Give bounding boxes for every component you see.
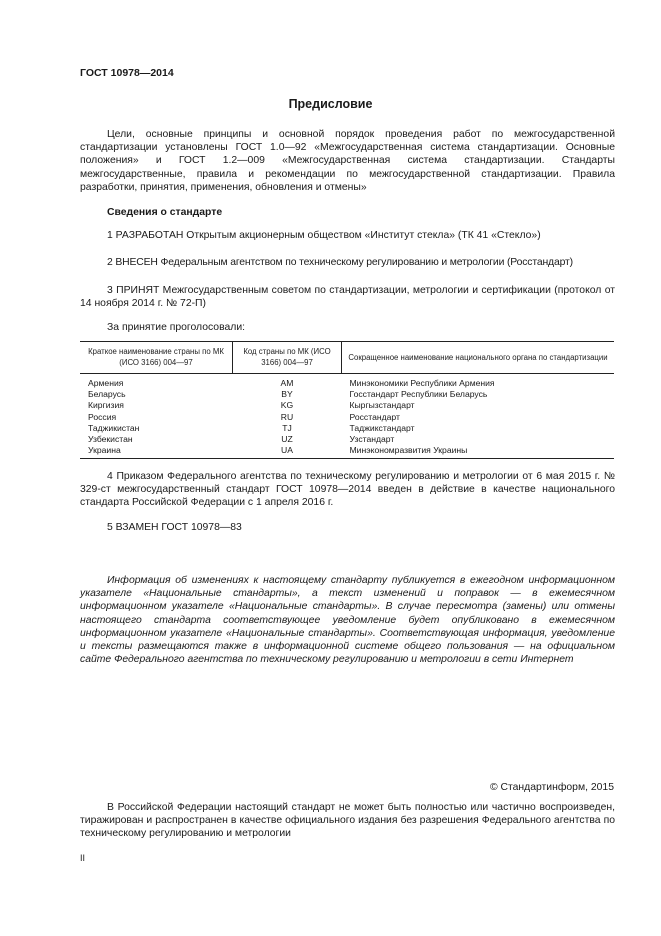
header-code: Код страны по МК (ИСО 3166) 004—97 bbox=[233, 342, 342, 374]
document-code: ГОСТ 10978—2014 bbox=[80, 67, 174, 79]
standards-body: Госстандарт Республики Беларусь bbox=[349, 389, 488, 400]
standards-body: Таджикстандарт bbox=[349, 422, 415, 433]
country-code: UZ bbox=[281, 434, 293, 445]
country-name: Узбекистан bbox=[88, 434, 133, 445]
table-row bbox=[80, 374, 614, 390]
country-code: TJ bbox=[282, 422, 292, 433]
page-title: Предисловие bbox=[288, 97, 373, 111]
reproduction-restriction: В Российской Федерации настоящий стандарт не может быть полностью или частично воспроизведен, тиражирован и распространен в качестве официального издания без разрешения Федерального агентства по техническому регулированию и метрологии bbox=[80, 802, 615, 840]
copyright: © Стандартинформ, 2015 bbox=[489, 782, 614, 793]
country-name: Украина bbox=[80, 445, 233, 459]
standards-body: Росстандарт bbox=[349, 411, 400, 422]
page-number: II bbox=[80, 853, 86, 863]
country-code: BY bbox=[281, 389, 293, 400]
table-row bbox=[80, 412, 614, 423]
item-order: 4 Приказом Федерального агентства по техническому регулированию и метрологии от 6 мая 2015 г. № 329-ст межгосударственный стандарт ГОСТ 10978—2014 введен в действие в качестве национального стандарта Российской Федерации с 1 апреля 2016 г. bbox=[80, 471, 615, 509]
header-country: Краткое наименование страны по МК (ИСО 3166) 004—97 bbox=[80, 342, 233, 374]
table-row bbox=[80, 445, 614, 459]
table-row bbox=[80, 389, 614, 400]
standards-body: Минэкономразвития Украины bbox=[342, 445, 615, 459]
country-name: Армения bbox=[88, 378, 124, 388]
country-code: AM bbox=[280, 378, 294, 388]
table-row bbox=[80, 434, 614, 445]
item-replaces: 5 ВЗАМЕН ГОСТ 10978—83 bbox=[107, 522, 242, 533]
country-code: RU bbox=[280, 411, 294, 422]
item-introduced: 2 ВНЕСЕН Федеральным агентством по техническому регулированию и метрологии (Росстандарт) bbox=[107, 257, 573, 268]
country-name: Россия bbox=[88, 411, 117, 422]
country-name: Таджикистан bbox=[88, 422, 140, 433]
country-name: Беларусь bbox=[88, 389, 126, 400]
header-body: Сокращенное наименование национального органа по стандартизации bbox=[342, 342, 615, 374]
country-name: Киргизия bbox=[88, 400, 124, 411]
voted-label: За принятие проголосовали: bbox=[107, 322, 246, 333]
country-code: UA bbox=[233, 445, 342, 459]
table-row bbox=[80, 423, 614, 434]
standards-body: Узстандарт bbox=[349, 434, 395, 445]
item-developed: 1 РАЗРАБОТАН Открытым акционерным обществом «Институт стекла» (ТК 41 «Стекло») bbox=[107, 230, 541, 241]
intro-paragraph: Цели, основные принципы и основной порядок проведения работ по межгосударственной стандартизации установлены ГОСТ 1.0—92 «Межгосударственная система стандартизации. Основные положения» и ГОСТ 1.2—009 «Межгосударственная система стандартизации. Стандарты межгосударственные, правила и рекомендации по межгосударственной стандартизации. Правила разработки, принятия, применения, обновления и отмены» bbox=[80, 129, 615, 193]
changes-notice: Информация об изменениях к настоящему стандарту публикуется в ежегодном информационном указателе «Национальные стандарты», а текст изменений и поправок — в ежемесячном информационном указателе «Национальные стандарты». В случае пересмотра (замены) или отмены настоящего стандарта соответствующее уведомление будет опубликовано в ежемесячном информационном указателе «Национальные стандарты». Соответствующая информация, уведомление и тексты размещаются также в информационной системе общего пользования — на официальном сайте Федерального агентства по техническому регулированию и метрологии в сети Интернет bbox=[80, 575, 615, 666]
item-adopted: 3 ПРИНЯТ Межгосударственным советом по стандартизации, метрологии и сертификации (протокол от 14 ноября 2014 г. № 72-П) bbox=[80, 285, 615, 310]
standards-body: Минэкономики Республики Армения bbox=[349, 378, 495, 388]
voting-table bbox=[80, 341, 614, 459]
info-heading: Сведения о стандарте bbox=[107, 207, 223, 218]
table-row bbox=[80, 400, 614, 411]
country-code: KG bbox=[280, 400, 294, 411]
standards-body: Кыргызстандарт bbox=[349, 400, 415, 411]
